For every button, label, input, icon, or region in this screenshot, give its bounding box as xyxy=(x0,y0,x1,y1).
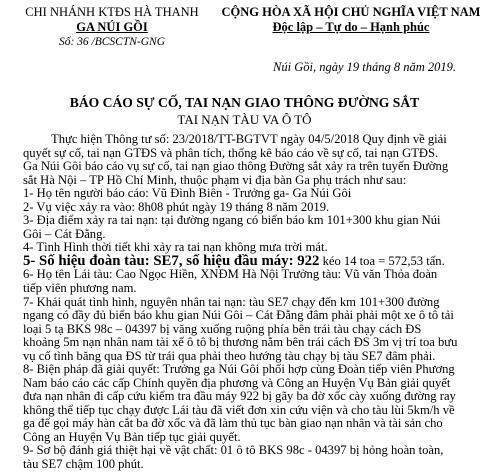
body-line: 9- Sơ bộ đánh giá thiệt hại về vật chất: 01 ô tô BKS 98c - 04397 bị hỏng hoàn toàn, xyxy=(23,443,444,458)
body-line: 1- Họ tên người báo cáo: Vũ Đình Biên - Trưởng ga- Ga Núi Gôi xyxy=(23,186,352,201)
body-line: ga để gọi máy hàn cắt ba đờ xốc và đã làm thủ tục bàn giao nạn nhân và tài sản cho xyxy=(23,416,443,431)
body-line: Thực hiện Thông tư số: 23/2018/TT-BGTVT ngày 04/5/2018 Quy định về giải xyxy=(51,132,447,146)
body-line: ngang có đầy đủ biển báo khu gian Núi Gôi – Cát Đằng đâm phải phải một xe ô tô tải xyxy=(23,308,454,323)
report-title: BÁO CÁO SỰ CỐ, TAI NẠN GIAO THÔNG ĐƯỜNG SẮT xyxy=(69,95,420,110)
body-line: 7- Khái quát tình hình, nguyên nhân tai nạn: tàu SE7 chạy đến km 101+300 đường xyxy=(23,294,440,309)
body-line: không thể tiếp tục chạy được Lái tàu đã viết đơn xin cứu viện và cho tàu lùi 5km/h về xyxy=(23,402,455,417)
nation-title: CỘNG HÒA XÃ HỘI CHỦ NGHĨA VIỆT NAM xyxy=(221,5,481,19)
body-line: sắt Hà Nội – TP Hồ Chí Minh, thuộc phạm vi địa bàn Ga phụ trách như sau: xyxy=(23,172,407,187)
body-line: đưa nạn nhân đi cấp cứu kiểm tra đầu máy 922 bị gãy ba đờ xốc cày xuống đường ray xyxy=(23,389,456,404)
body-line: 4- Tình Hình thời tiết khi xảy ra tai nạn không mưa trời mát. xyxy=(23,240,328,255)
body-line: Gôi – Cát Đằng. xyxy=(23,226,106,241)
org-name: CHI NHÁNH KTĐS HÀ THANH xyxy=(25,5,199,19)
body-line: tiếp viên phương nam. xyxy=(23,280,137,295)
place-date: Núi Gồi, ngày 19 tháng 8 năm 2019. xyxy=(273,60,456,74)
body-line: Ga Núi Gôi báo cáo vụ sự cố, tai nạn giao thông Đường sắt xảy ra trên tuyến Đường xyxy=(23,159,449,174)
body-line: 3- Địa điểm xảy ra tai nạn: tại đường ngang có biển báo km 101+300 khu gian Núi xyxy=(23,213,441,228)
body-line: vụ cố tình băng qua ĐS từ trái qua phải theo hướng tàu chạy bị tàu SE7 đâm phải. xyxy=(23,348,436,363)
body-line: tàu SE7 chậm 100 phút. xyxy=(23,457,144,471)
body-line: Công an Huyện Vụ Bản tiếp tục giải quyết. xyxy=(23,429,241,444)
train-info-rest: kéo 14 toa = 572,53 tấn. xyxy=(319,253,445,268)
train-info-highlight: 5- Số hiệu đoàn tàu: SE7, số hiệu đầu máy: 922 xyxy=(23,252,320,269)
body-line: 2- Vụ việc xảy ra vào: 8h08 phút ngày 19 tháng 8 năm 2019. xyxy=(23,199,330,214)
document-number: Số: 36 /BCSCTN-GNG xyxy=(58,36,166,48)
body-line: loại 5 tạ BKS 98c – 04397 bị văng xuống ruộng phía bên trái tàu chạy cách ĐS xyxy=(23,321,422,336)
national-motto: Độc lập – Tự do – Hạnh phúc xyxy=(272,20,430,34)
report-subtitle: TAI NẠN TÀU VA Ô TÔ xyxy=(177,112,312,127)
body-line: 6- Họ tên Lái tàu: Cao Ngọc Hiền, XNĐM Hà Nội Trưởng tàu: Vũ văn Thỏa đoàn xyxy=(23,267,438,282)
body-line: khoảng 5m nạn nhân nam tài xế ô tô bị thương nằm bên trái cách ĐS 3m vị trí toa bưu xyxy=(23,335,458,350)
body-line: quyết sự cố, tai nạn GTĐS và phân tích, thống kê báo cáo về sự cố, tai nạn GTĐS. xyxy=(23,145,439,160)
station-name: GA NÚI GỒI xyxy=(76,20,148,34)
body-line: Nam báo cáo các cấp Chính quyền địa phương và Công an Huyện Vụ Bản giải quyết xyxy=(23,375,451,390)
body-line: 8- Biện pháp đã giải quyết: Trưởng ga Núi Gôi phối hợp cùng Đoàn tiếp viên Phương xyxy=(23,362,455,377)
